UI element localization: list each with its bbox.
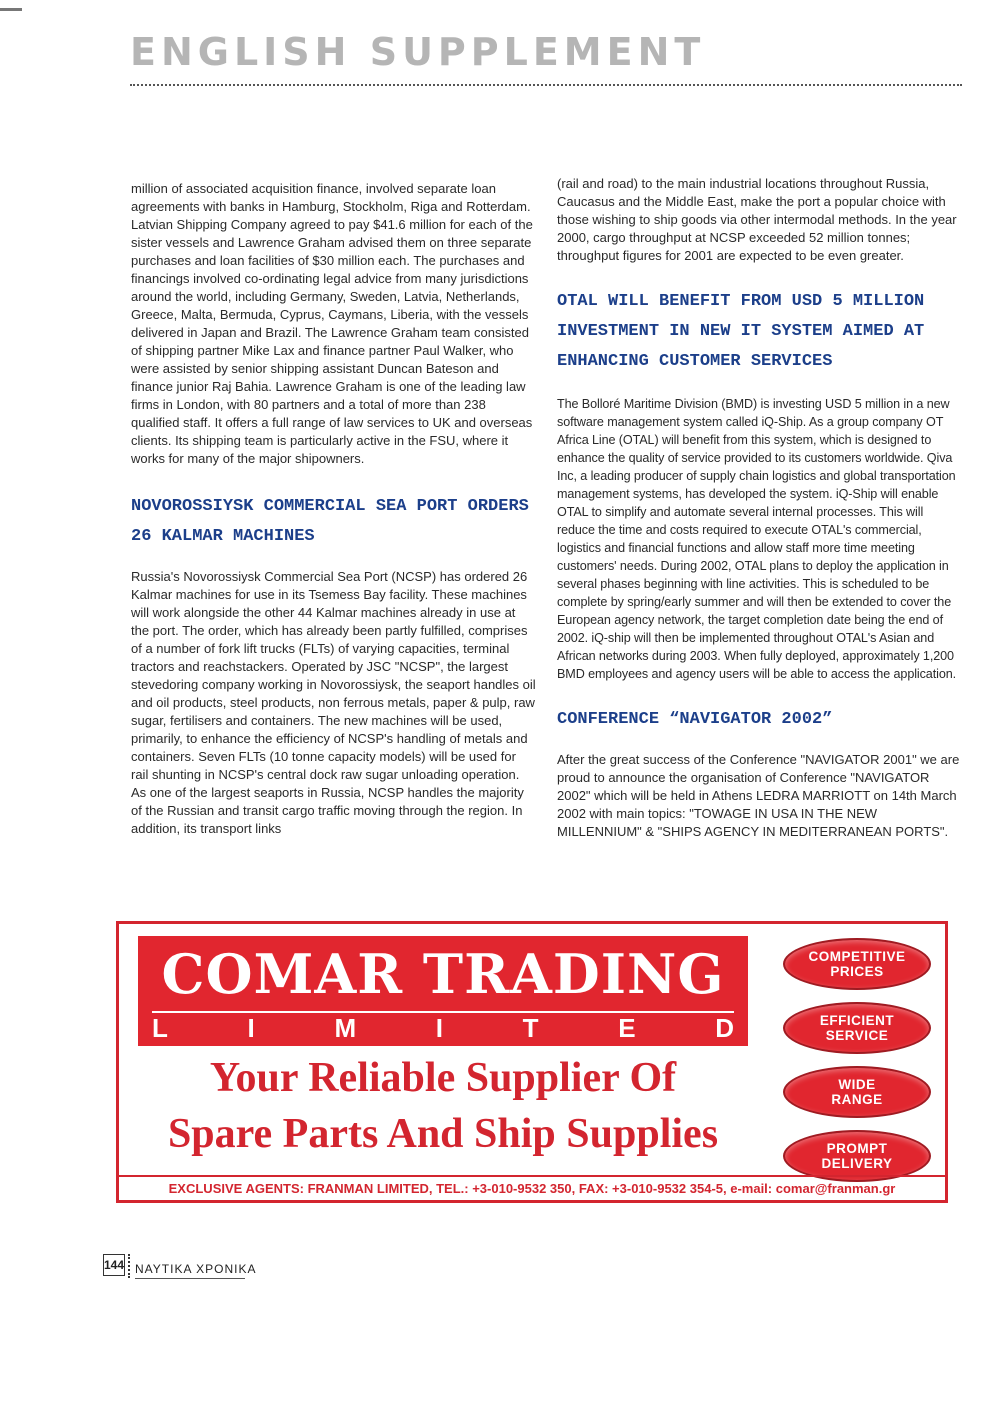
ad-limited-letter: T xyxy=(522,1013,539,1043)
ad-footer-rule xyxy=(119,1175,945,1177)
page-corner-mark xyxy=(0,8,22,11)
right-column xyxy=(557,175,962,841)
badge-line: WIDE xyxy=(838,1077,876,1092)
ad-limited-letter: M xyxy=(334,1013,357,1043)
footer-dotted-divider xyxy=(128,1254,130,1278)
page-number: 144 xyxy=(103,1254,125,1276)
ad-limited-word xyxy=(152,1012,734,1044)
badge-competitive-prices xyxy=(783,938,931,990)
ad-limited-letter: I xyxy=(435,1013,443,1043)
badge-efficient-service xyxy=(783,1002,931,1054)
badge-line: DELIVERY xyxy=(821,1156,893,1171)
ad-badges xyxy=(783,938,931,1194)
ad-limited-letter: E xyxy=(618,1013,636,1043)
ad-slogan-line: Your Reliable Supplier Of xyxy=(209,1055,677,1101)
badge-line: PROMPT xyxy=(826,1141,888,1156)
badge-line: SERVICE xyxy=(825,1028,889,1043)
title-dotted-rule xyxy=(130,84,962,86)
badge-line: PRICES xyxy=(830,964,884,979)
lawrence-graham-paragraph: million of associated acquisition finance, involved separate loan agreements with banks in Hamburg, Stockholm, Riga and Rotterdam. Latvian Shipping Company agreed to pay $41.6 million for each of the sister vessels and Lawrence Graham advised them on three separate purchases and loan facilities of $30 million each. The purchases and financings involved co-ordinating legal advice from many jurisdictions around the world, including Germany, Sweden, Latvia, Netherlands, Greece, Malta, Bermuda, Cyprus, Caymans, Liberia, with the vessels delivered in Japan and Brazil. The Lawrence Graham team consisted of shipping partner Mike Lax and finance partner Paul Walker, who were assisted by senior shipping assistant Duncan Bateson and finance junior Raj Bahia. Lawrence Graham is one of the leading law firms in London, with 80 partners and a total of more than 238 qualified staff. It offers a full range of law services to UK and overseas clients. Its shipping team is particularly active in the FSU, where it works for many of the major shipowners. xyxy=(131,181,533,466)
navigator-heading: CONFERENCE “NAVIGATOR 2002” xyxy=(557,710,833,729)
novorossiysk-heading: NOVOROSSIYSK COMMERCIAL SEA PORT ORDERS 26 KALMAR MACHINES xyxy=(131,497,529,546)
ad-limited-letter: I xyxy=(247,1013,255,1043)
ad-company-name: COMAR TRADING xyxy=(161,942,725,1006)
badge-line: COMPETITIVE xyxy=(808,949,906,964)
ad-contact-line: EXCLUSIVE AGENTS: FRANMAN LIMITED, TEL.: +3-010-9532 350, FAX: +3-010-9532 354-5, e-mail: comar@franman.gr xyxy=(168,1181,896,1196)
ad-limited-letter: L xyxy=(152,1013,168,1043)
badge-line: EFFICIENT xyxy=(819,1013,895,1028)
comar-trading-advertisement xyxy=(116,921,948,1203)
otal-heading: OTAL WILL BENEFIT FROM USD 5 MILLION INVESTMENT IN NEW IT SYSTEM AIMED AT ENHANCING CUSTOMER SERVICES xyxy=(557,292,925,371)
navigator-body: After the great success of the Conference "NAVIGATOR 2001" we are proud to announce the organisation of Conference "NAVIGATOR 2002" which will be held in Athens LEDRA MARRIOTT on 14th March 2002 with main topics: "TOWAGE IN USA IN THE NEW MILLENNIUM" & "SHIPS AGENCY IN MEDITERRANEAN PORTS". xyxy=(557,752,960,839)
ad-slogan xyxy=(138,1050,748,1162)
novorossiysk-body: Russia's Novorossiysk Commercial Sea Port (NCSP) has ordered 26 Kalmar machines for use in its Tsemess Bay facility. These machines will work alongside the other 44 Kalmar machines already in use at the port. The order, which has already been partly fulfilled, comprises of a number of fork lift trucks (FLTs) of varying capacities, terminal tractors and reachstackers. Operated by JSC "NCSP", the largest stevedoring company working in Novorossiysk, the seaport handles oil and oil products, steel products, non ferrous metals, paper & pulp, raw sugar, fertilisers and containers. The new machines will be used, primarily, to enhance the efficiency of NCSP's handling of metals and containers. Seven FLTs (10 tonne capacity models) will be used for rail shunting in NCSP's central dock raw sugar unloading operation. As one of the largest seaports in Russia, NCSP handles the majority of the Russian and transit cargo traffic moving through the region. In addition, its transport links xyxy=(131,569,536,836)
ncsp-continuation: (rail and road) to the main industrial locations throughout Russia, Caucasus and the Middle East, make the port a popular choice with those wishing to ship goods via other intermodal methods. In the year 2000, cargo throughput at NCSP exceeded 52 million tonnes; throughput figures for 2001 are expected to be even greater. xyxy=(557,176,957,263)
supplement-title: ENGLISH SUPPLEMENT xyxy=(130,30,706,74)
footer-rule xyxy=(135,1278,245,1279)
badge-wide-range xyxy=(783,1066,931,1118)
otal-body: The Bolloré Maritime Division (BMD) is investing USD 5 million in a new software management system called iQ-Ship. As a group company OT Africa Line (OTAL) will benefit from this system, which is designed to enhance the quality of service provided to its customers worldwide. Qiva Inc, a leading producer of supply chain logistics and global transportation management systems, has developed the system. iQ-Ship will enable OTAL to simplify and automate several internal processes. This will reduce the time and costs required to execute OTAL's commercial, logistics and financial functions and allow staff more time meeting customers' needs. During 2002, OTAL plans to deploy the application in several phases beginning with line activities. This is scheduled to be complete by spring/early summer and will then be extended to cover the European agency network, the target completion date being the end of 2002. iQ-ship will then be implemented throughout OTAL's Asian and African networks during 2003. When fully deployed, approximately 1,200 BMD employees and agency users will be able to access the application. xyxy=(557,397,957,681)
ad-limited-letter: D xyxy=(715,1013,734,1043)
magazine-name: ΝΑΥΤΙΚΑ ΧΡΟΝΙΚΑ xyxy=(135,1262,257,1276)
ad-red-banner xyxy=(138,936,748,1046)
ad-slogan-line: Spare Parts And Ship Supplies xyxy=(167,1111,719,1157)
left-column xyxy=(131,180,536,838)
badge-line: RANGE xyxy=(831,1092,883,1107)
